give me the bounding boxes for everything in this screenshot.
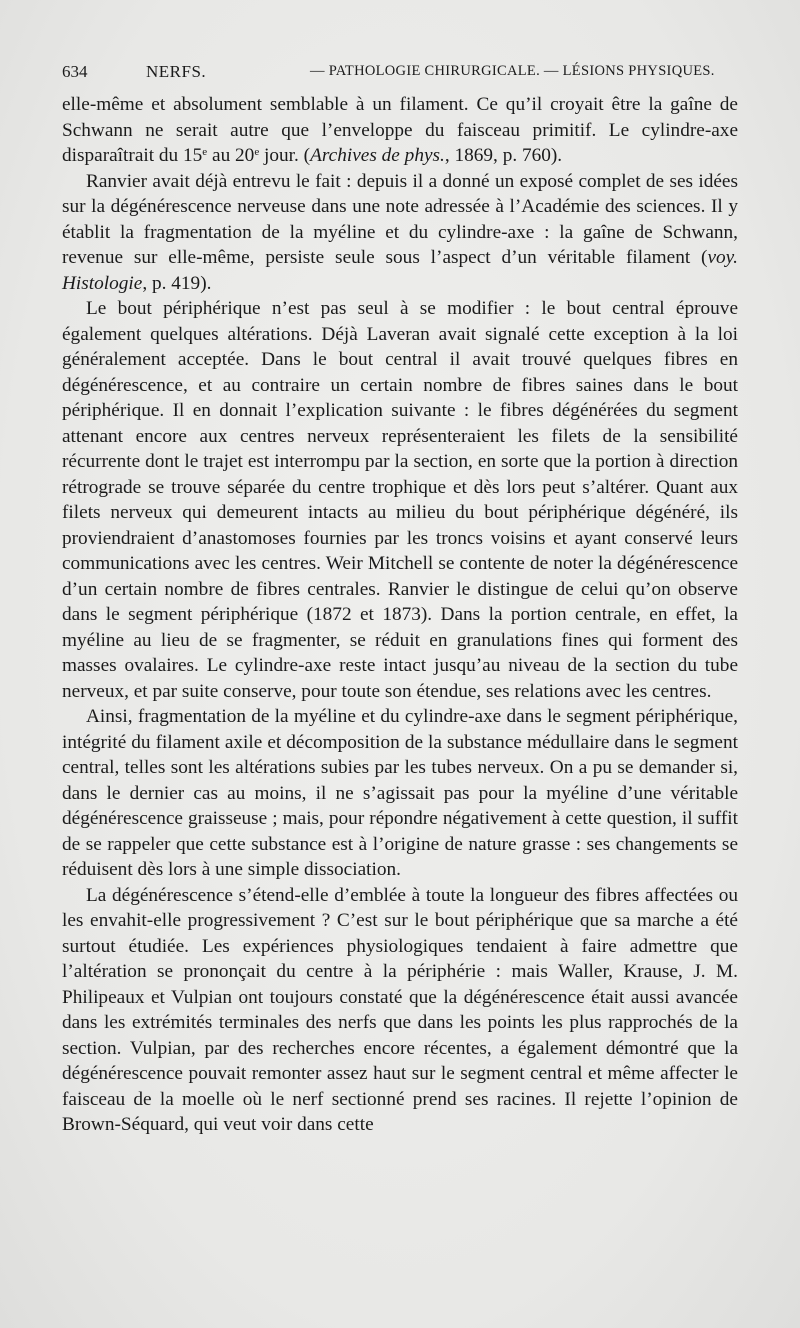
body-text [62,92,738,1138]
header-subtitle: — PATHOLOGIE CHIRURGICALE. — LÉSIONS PHYSIQUES. [310,63,715,79]
page-number: 634 [62,62,88,81]
paragraph [62,296,738,704]
paragraph [62,92,738,169]
text-run: , p. 419). [142,272,212,294]
text-run: Le bout périphérique n’est pas seul à se modifier : le bout central éprouve également quelques altérations. Déjà Laveran avait signalé cette exception à la loi généralement acceptée. Dans le bout central il avait trouvé quelques fibres en dégénérescence, et au contraire un certain nombre de fibres saines dans le bout périphérique. Il en donnait l’explication suivante : le fibres dégénérées du segment attenant encore aux centres nerveux représenteraient les filets de la sensibilité récurrente dont le trajet est interrompu par la section, en sorte que la portion à direction rétrograde se trouve séparée du centre trophique et dès lors peut s’altérer. Quant aux filets nerveux qui demeurent intacts au milieu du bout périphérique dégénéré, ils proviendraient d’anastomoses fournies par les troncs voisins et ayant conservé leurs communications avec les centres. Weir Mitchell se contente de noter la dégénérescence d’un certain nombre de fibres centrales. Ranvier le distingue de celui qu’on observe dans le segment périphérique (1872 et 1873). Dans la portion centrale, en effet, la myéline au lieu de se fragmenter, se réduit en granulations fines qui forment des masses ovalaires. Le cylindre-axe reste intact jusqu’au niveau de la section du tube nerveux, et par suite conserve, pour toute son étendue, ses relations avec les centres. [62,298,738,702]
paragraph [62,883,738,1138]
superscript: e [202,146,208,158]
text-run: elle-même et absolument semblable à un filament. Ce qu’il croyait être la gaîne de Schwann ne serait autre que l’enveloppe du faisceau primitif. Le cylindre-axe disparaîtrait du 15 [62,94,738,166]
paragraph [62,704,738,883]
superscript: e [254,146,260,158]
running-header [62,62,742,86]
italic-text: voy. Histologie [62,247,738,294]
text-run: La dégénérescence s’étend-elle d’emblée à toute la longueur des fibres affectées ou les envahit-elle progressivement ? C’est sur le bout périphérique que sa marche a été surtout étudiée. Les expériences physiologiques tendaient à faire admettre que l’altération se prononçait du centre à la périphérie : mais Waller, Krause, J. M. Philipeaux et Vulpian ont toujours constaté que la dégénérescence était aussi avancée dans les extrémités terminales des nerfs que dans les points les plus rapprochés de la section. Vulpian, par des recherches encore récentes, a également démontré que la dégénérescence pouvait remonter assez haut sur le segment central et même affecter le faisceau de la moelle où le nerf sectionné prend ses racines. Il rejette l’opinion de Brown-Séquard, qui veut voir dans cette [62,884,738,1135]
paragraph [62,169,738,297]
text-run: Ainsi, fragmentation de la myéline et du cylindre-axe dans le segment périphérique, intégrité du filament axile et décomposition de la substance médullaire dans le segment central, telles sont les altérations subies par les tubes nerveux. On a pu se demander si, dans le dernier cas au moins, il ne s’agissait pas pour la myéline d’une véritable dégénérescence graisseuse ; mais, pour répondre négativement à cette question, il suffit de se rappeler que cette substance est à l’origine de nature grasse : ses changements se réduisent dès lors à une simple dissociation. [62,706,738,880]
text-run: Ranvier avait déjà entrevu le fait : depuis il a donné un exposé complet de ses idées sur la dégénérescence nerveuse dans une note adressée à l’Académie des sciences. Il y établit la fragmentation de la myéline et du cylindre-axe : la gaîne de Schwann, revenue sur elle-même, persiste seule sous l’aspect d’un véritable filament ( [62,170,738,268]
text-run: au 20 [207,145,255,166]
text-run: , 1869, p. 760). [444,145,563,166]
italic-text: Archives de phys. [310,145,445,166]
text-run: jour. ( [259,145,311,166]
section-title: NERFS. [146,62,207,81]
